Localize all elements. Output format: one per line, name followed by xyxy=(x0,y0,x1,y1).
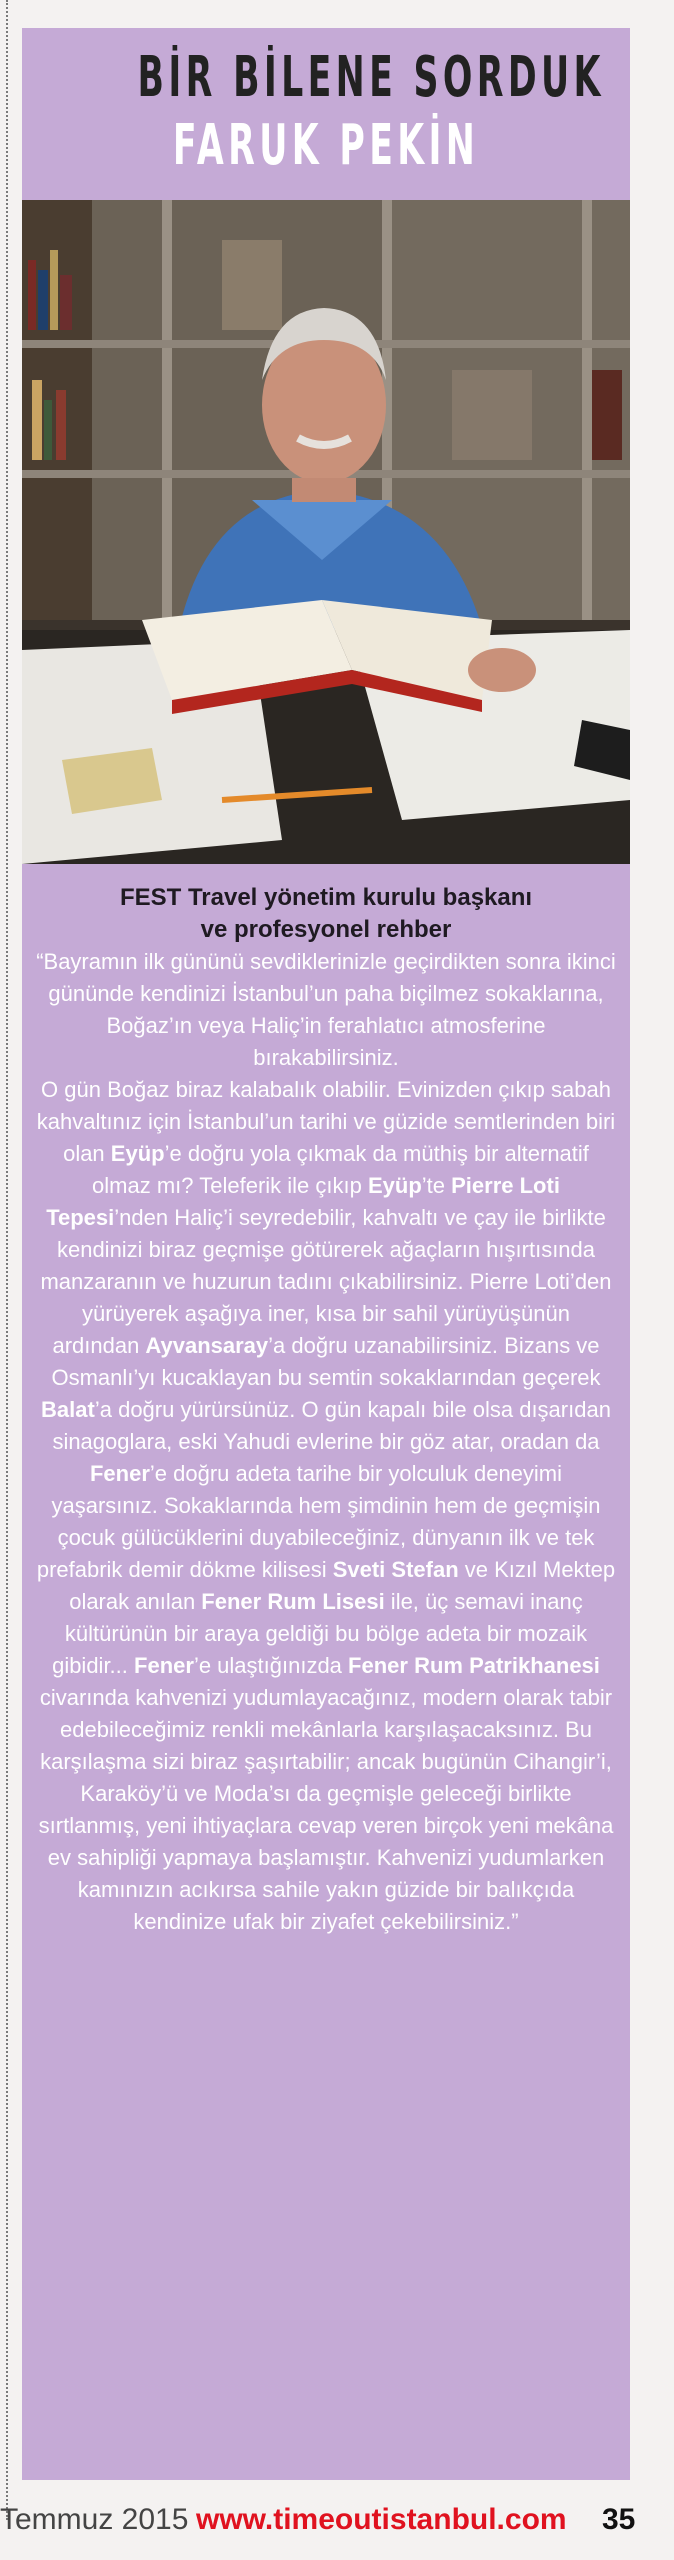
subtitle-line-2: ve profesyonel rehber xyxy=(200,916,452,943)
panel-header xyxy=(22,28,630,200)
article-paragraph-1: “Bayramın ilk gününü sevdiklerinizle geçirdikten sonra ikinci gününde kendinizi İstanbul’un paha biçilmez sokaklarına, Boğaz’ın veya Haliç’in ferahlatıcı atmosferine bırakabilirsiniz. xyxy=(36,949,616,1070)
highlighted-place: Fener xyxy=(89,1461,150,1486)
highlighted-place: Eyüp xyxy=(367,1173,422,1198)
highlighted-place: Eyüp xyxy=(110,1141,165,1166)
article-paragraph-2: O gün Boğaz biraz kalabalık olabilir. Evinizden çıkıp sabah kahvaltınız için İstanbul’un tarihi ve güzide semtlerinden biri olan Eyüp’e doğru yola çıkmak da müthiş bir alternatif olmaz mı? Teleferik ile çıkıp Eyüp’te Pierre Loti Tepesi’nden Haliç’i seyredebilir, kahvaltı ve çay ile birlikte kendinizi biraz geçmişe götürerek ağaçların hışırtısında manzaranın ve huzurun tadını çıkabilirsiniz. Pierre Loti’den yürüyerek aşağıya iner, kısa bir sahil yürüyüşünün ardından Ayvansaray’a doğru uzanabilirsiniz. Bizans ve Osmanlı’yı kucaklayan bu semtin sokaklarından geçerek Balat’a doğru yürürsünüz. O gün kapalı bile olsa dışarıdan sinagoglara, eski Yahudi evlerine bir göz atar, oradan da Fener’e doğru adeta tarihe bir yolculuk deneyimi yaşarsınız. Sokaklarında hem şimdinin hem de geçmişin çocuk gülücüklerini duyabileceğiniz, dünyanın ilk ve tek prefabrik demir dökme kilisesi Sveti Stefan ve Kızıl Mektep olarak anılan Fener Rum Lisesi ile, üç semavi inanç kültürünün bir araya geldiği bu bölge adeta bir mozaik gibidir... Fener’e ulaştığınızda Fener Rum Patrikhanesi civarında kahvenizi yudumlayacağınız, modern olarak tabir edebileceğimiz renkli mekânlarla karşılaşacaksınız. Bu karşılaşma sizi biraz şaşırtabilir; ancak bugünün Cihangir’i, Karaköy’ü ve Moda’sı da geçmişle geleceği birlikte sırtlanmış, yeni ihtiyaçlara cevap veren birçok yeni mekâna ev sahipliği yapmaya başlamıştır. Kahvenizi yudumlarken kamınızın acıkırsa sahile yakın güzide bir balıkçıda kendinize ufak bir ziyafet çekebilirsiniz.” xyxy=(36,1077,616,1934)
website-link[interactable]: www.timeoutistanbul.com xyxy=(196,2503,567,2536)
interview-panel xyxy=(22,28,630,2480)
article-body xyxy=(22,864,630,1938)
page-footer xyxy=(0,2500,674,2540)
highlighted-place: Fener Rum Lisesi xyxy=(201,1589,385,1614)
highlighted-place: Sveti Stefan xyxy=(332,1557,459,1582)
highlighted-place: Ayvansaray xyxy=(145,1333,269,1358)
dotted-margin-rule xyxy=(6,0,8,2520)
subtitle-line-1: FEST Travel yönetim kurulu başkanı xyxy=(119,884,533,911)
interviewee-name: FARUK PEKİN xyxy=(172,113,480,178)
highlighted-place: Balat xyxy=(41,1397,95,1422)
highlighted-place: Fener xyxy=(134,1653,194,1678)
highlighted-place: Pierre Loti Tepesi xyxy=(46,1173,560,1230)
page-number: 35 xyxy=(602,2503,636,2536)
portrait-photo xyxy=(22,200,630,864)
section-headline: BİR BİLENE SORDUK xyxy=(137,45,605,110)
issue-date: Temmuz 2015 xyxy=(0,2503,189,2536)
highlighted-place: Fener Rum Patrikhanesi xyxy=(348,1653,600,1678)
portrait-illustration xyxy=(22,200,630,864)
